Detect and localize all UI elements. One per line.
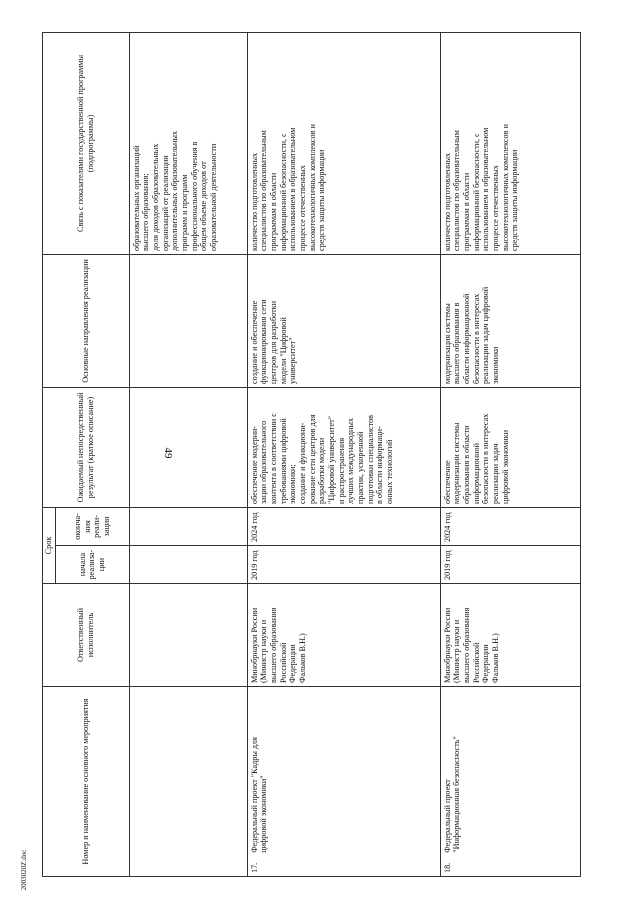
row-executor: Минобрнауки России (Министр науки и высшего образования Российской Федерации Фальков В.Н.) <box>440 584 580 687</box>
header-term: Срок <box>43 507 56 583</box>
row-end: 2024 год <box>440 507 580 545</box>
row-number-and-name <box>440 687 580 877</box>
row-indicators: количество подготовленных специалистов по образовательным программам в области информационной безопасности, с использованием в образовательном процессе отечественных высокотехнологичных комплексов и средств защиты информации <box>247 32 440 254</box>
table-row <box>440 32 580 876</box>
footer-doc-code: 2003020Z.doc <box>20 849 28 891</box>
row-result: обеспечение модерни- зации образовательного контента в соответствии с требованиями цифровой экономики; создание и функциони- рование сети центров для разработки модели "Цифровой университет" и распространения лучших международных практик, ускоренной подготовки специалистов в области информаци- онных технологий <box>247 387 440 507</box>
header-directions: Основные направления реализации <box>43 254 130 387</box>
row-start <box>129 546 247 584</box>
row-start: 2019 год <box>247 546 440 584</box>
table-row <box>247 32 440 876</box>
row-indicators: образовательных организаций высшего образования; доля доходов образовательных организаций от реализации дополнительных образовательных программ и программ профессионального обучения в общем объеме доходов от образовательной деятельности <box>129 32 247 254</box>
page-number: 49 <box>162 447 174 459</box>
row-indicators: количество подготовленных специалистов по образовательным программам в области информационной безопасности, с использованием в образовательном процессе отечественных высокотехнологичных комплексов и средств защиты информации <box>440 32 580 254</box>
table-header <box>43 32 130 876</box>
row-start: 2019 год <box>440 546 580 584</box>
row-number: 17. <box>249 862 259 873</box>
row-directions: модернизация системы высшего образования в области информационной безопасности в интересах реализации задач цифровой экономики <box>440 254 580 387</box>
row-number-and-name <box>129 687 247 877</box>
row-result <box>129 387 247 507</box>
row-name: Федеральный проект "Информационная безопасность" <box>442 736 462 853</box>
table-row <box>129 32 247 876</box>
row-result: обеспечение модернизации системы образования в области информационной безопасности в интересах реализации задач цифровой экономики <box>440 387 580 507</box>
row-executor: Минобрнауки России (Министр науки и высшего образования Российской Федерации Фальков В.Н.) <box>247 584 440 687</box>
rotated-page-content <box>42 33 597 877</box>
row-number-and-name <box>247 687 440 877</box>
header-result: Ожидаемый непосредственный результат (краткое описание) <box>43 387 130 507</box>
row-name: Федеральный проект "Кадры для цифровой экономики" <box>249 737 269 853</box>
header-activity: Номер и наименование основного мероприятия <box>43 687 130 877</box>
header-executor: Ответственный исполнитель <box>43 584 130 687</box>
header-start: начала реализа- ции <box>55 546 129 584</box>
row-end <box>129 507 247 545</box>
header-end: оконча- ния реали- зации <box>55 507 129 545</box>
row-directions: создание и обеспечение функционирования сети центров для разработки модели "Цифровой университет" <box>247 254 440 387</box>
activities-table <box>42 32 581 877</box>
row-executor <box>129 584 247 687</box>
header-indicators: Связь с показателями государственной программы (подпрограммы) <box>43 32 130 254</box>
row-directions <box>129 254 247 387</box>
row-end: 2024 год <box>247 507 440 545</box>
row-number: 18. <box>442 862 452 873</box>
